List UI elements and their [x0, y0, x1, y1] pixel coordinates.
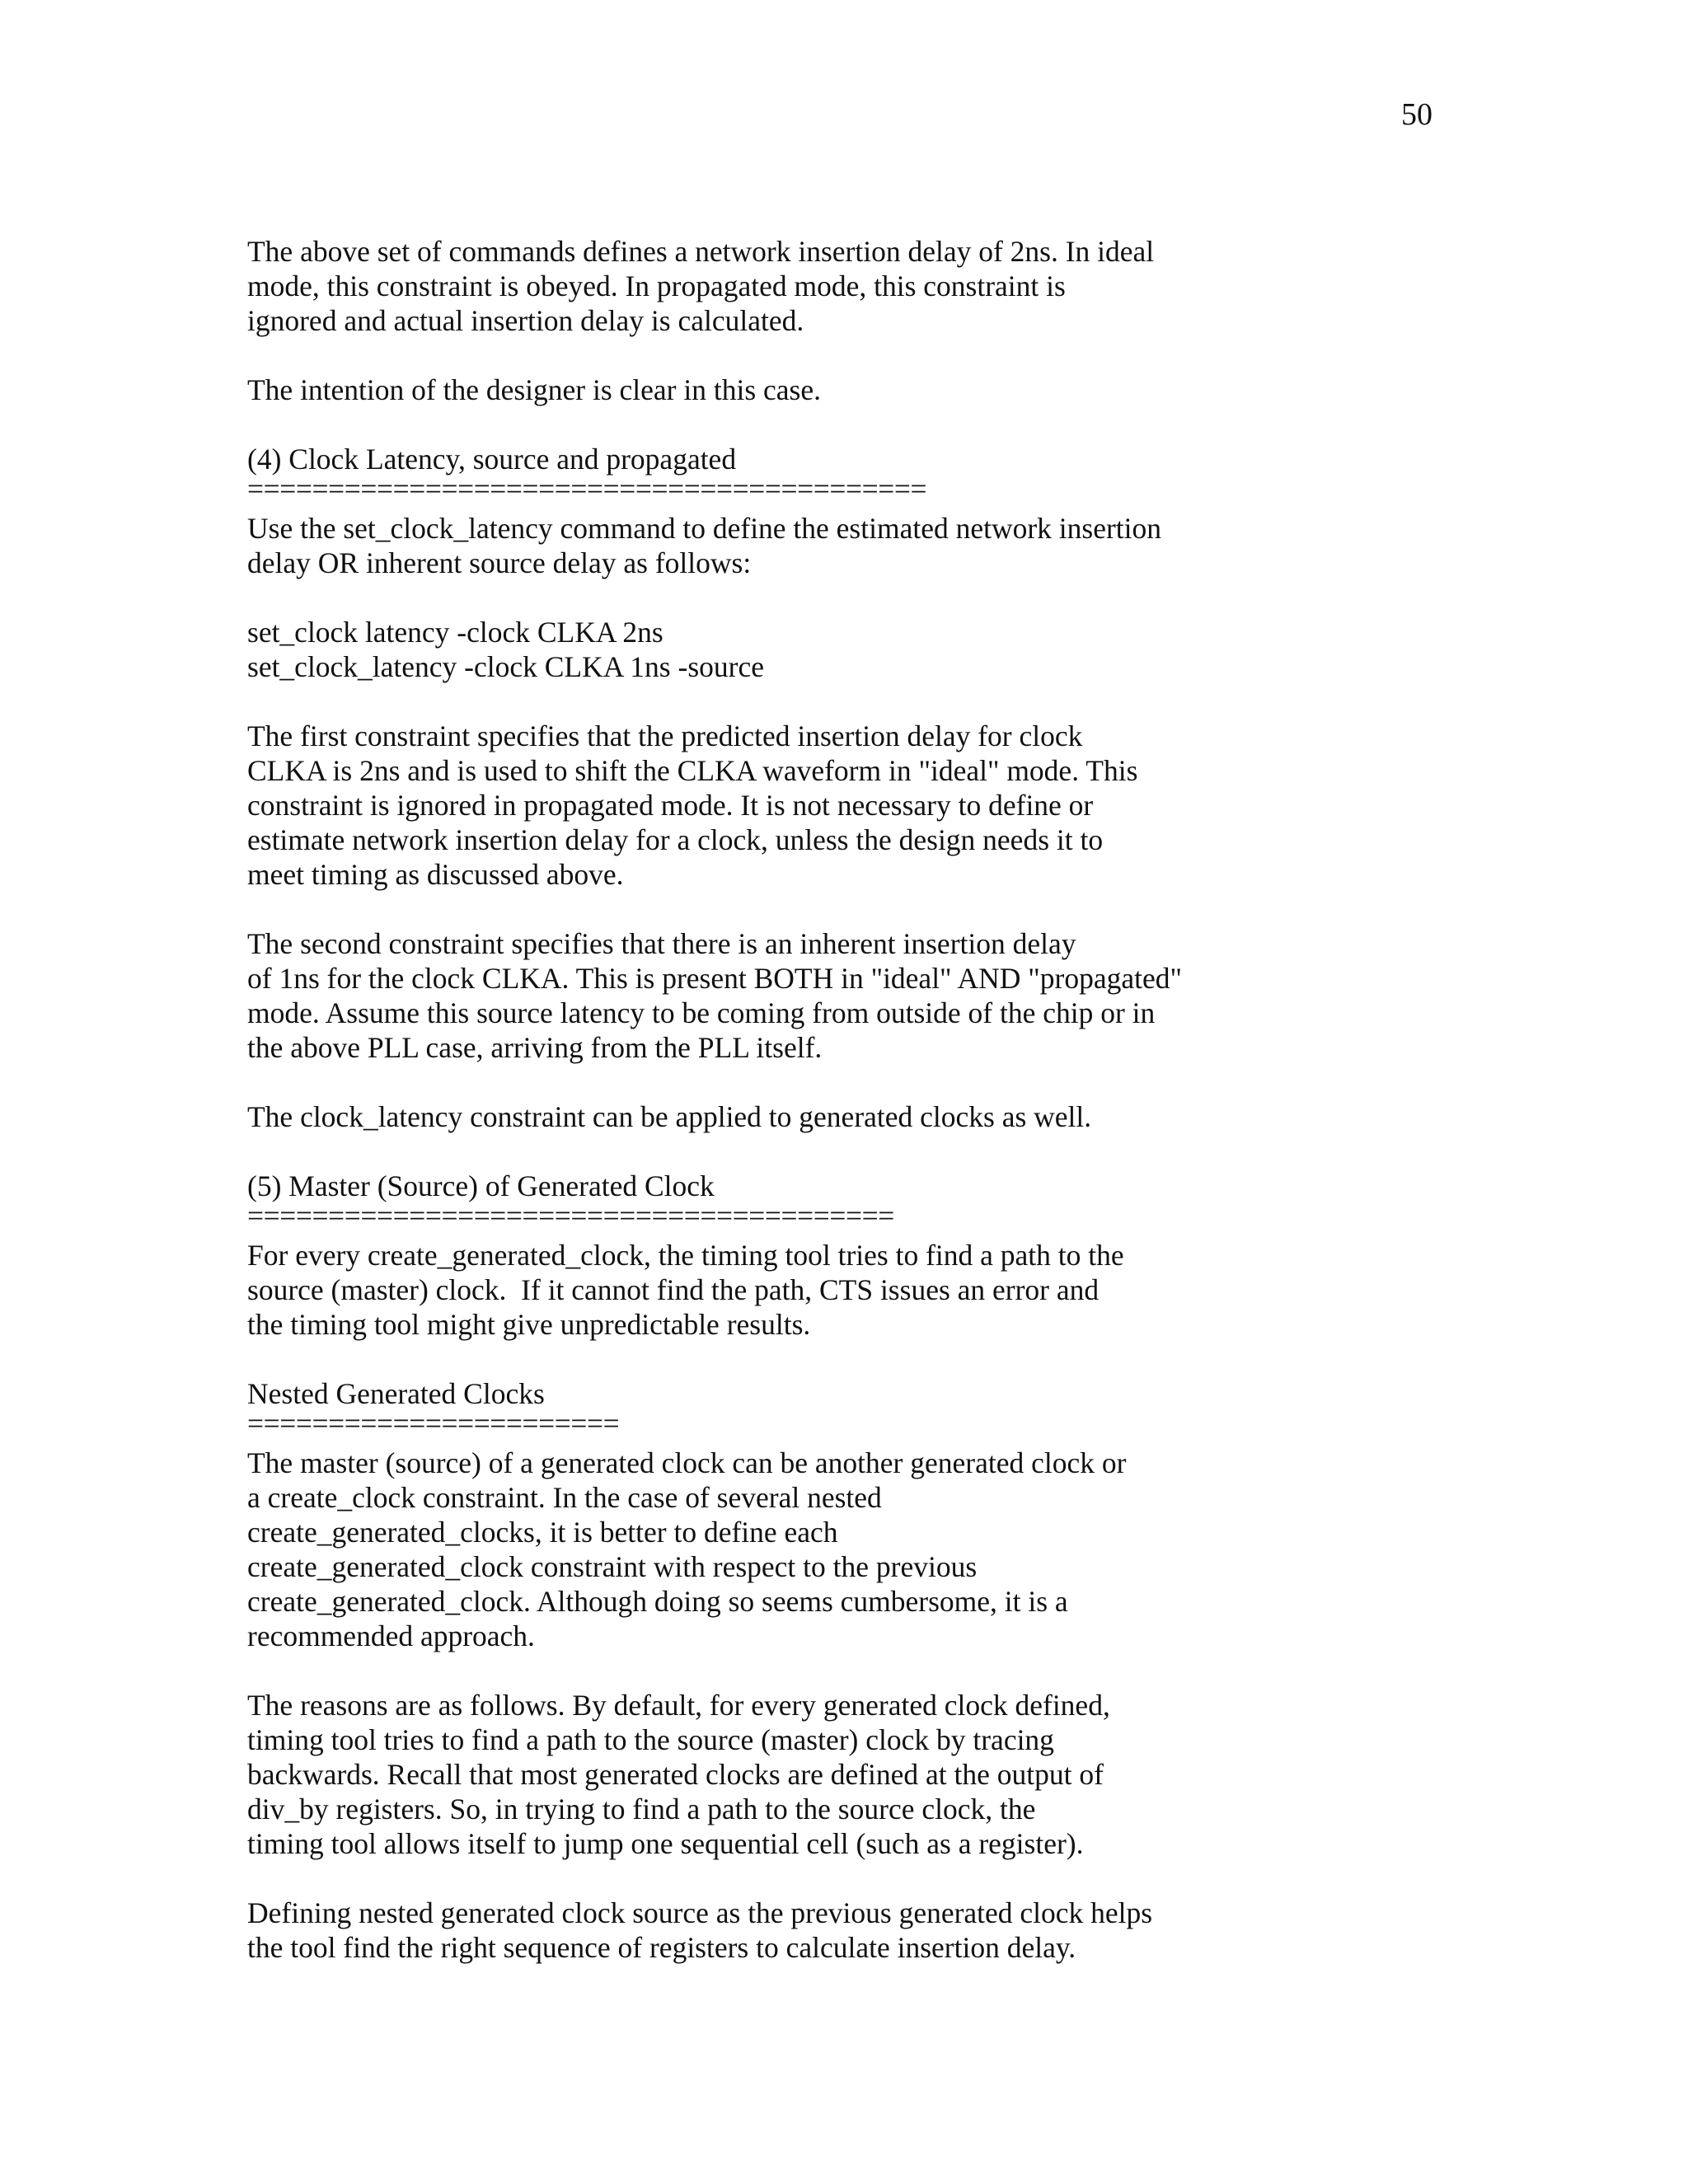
text-line: a create_clock constraint. In the case of several nested — [247, 1481, 882, 1514]
section-heading-clock-latency — [247, 442, 1484, 511]
paragraph-defining-nested — [247, 1896, 1484, 1965]
section-title: (5) Master (Source) of Generated Clock — [247, 1169, 715, 1202]
text-line: backwards. Recall that most generated clocks are defined at the output of — [247, 1758, 1104, 1791]
paragraph-first-constraint — [247, 719, 1484, 892]
paragraph-network-insertion-delay — [247, 234, 1484, 338]
text-line: Use the set_clock_latency command to define the estimated network insertion — [247, 512, 1162, 545]
paragraph-second-constraint — [247, 926, 1484, 1065]
text-line: The master (source) of a generated clock can be another generated clock or — [247, 1446, 1127, 1479]
section-heading-nested-clocks — [247, 1376, 1484, 1446]
text-line: of 1ns for the clock CLKA. This is present BOTH in "ideal" AND "propagated" — [247, 962, 1182, 995]
paragraph-create-generated-clock — [247, 1238, 1484, 1342]
text-line: constraint is ignored in propagated mode. It is not necessary to define or — [247, 789, 1094, 822]
text-line: The reasons are as follows. By default, for every generated clock defined, — [247, 1689, 1110, 1722]
code-example — [247, 615, 1484, 684]
text-line: the timing tool might give unpredictable results. — [247, 1308, 811, 1341]
text-line: the above PLL case, arriving from the PLL itself. — [247, 1031, 823, 1064]
text-line: The clock_latency constraint can be applied to generated clocks as well. — [247, 1100, 1092, 1133]
section-title: Nested Generated Clocks — [247, 1377, 545, 1410]
text-line: timing tool allows itself to jump one sequential cell (such as a register). — [247, 1827, 1084, 1860]
text-line: source (master) clock. If it cannot find the path, CTS issues an error and — [247, 1273, 1100, 1306]
text-line: The intention of the designer is clear in this case. — [247, 373, 821, 406]
section-underline: ======================================== — [247, 1199, 894, 1232]
section-title: (4) Clock Latency, source and propagated — [247, 443, 737, 476]
text-line: mode. Assume this source latency to be coming from outside of the chip or in — [247, 996, 1156, 1029]
text-line: the tool find the right sequence of registers to calculate insertion delay. — [247, 1931, 1076, 1964]
paragraph-reasons — [247, 1688, 1484, 1861]
paragraph-set-clock-latency — [247, 511, 1484, 580]
page-body — [247, 234, 1484, 1965]
paragraph-generated-clocks-latency — [247, 1099, 1484, 1134]
text-line: The first constraint specifies that the predicted insertion delay for clock — [247, 719, 1083, 752]
text-line: Defining nested generated clock source as the previous generated clock helps — [247, 1896, 1153, 1929]
text-line: For every create_generated_clock, the timing tool tries to find a path to the — [247, 1239, 1124, 1272]
paragraph-nested-master — [247, 1446, 1484, 1653]
text-line: create_generated_clock. Although doing so seems cumbersome, it is a — [247, 1585, 1068, 1618]
text-line: mode, this constraint is obeyed. In propagated mode, this constraint is — [247, 269, 1066, 302]
text-line: create_generated_clock constraint with respect to the previous — [247, 1550, 978, 1583]
text-line: recommended approach. — [247, 1619, 535, 1652]
text-line: delay OR inherent source delay as follows: — [247, 546, 752, 579]
text-line: div_by registers. So, in trying to find a path to the source clock, the — [247, 1793, 1036, 1825]
text-line: ignored and actual insertion delay is calculated. — [247, 304, 804, 337]
section-underline: ========================================== — [247, 472, 927, 505]
text-line: timing tool tries to find a path to the source (master) clock by tracing — [247, 1723, 1054, 1756]
text-line: meet timing as discussed above. — [247, 858, 624, 891]
paragraph-designer-intention — [247, 373, 1484, 407]
text-line: CLKA is 2ns and is used to shift the CLKA waveform in "ideal" mode. This — [247, 754, 1138, 787]
text-line: The second constraint specifies that there is an inherent insertion delay — [247, 927, 1076, 960]
text-line: estimate network insertion delay for a clock, unless the design needs it to — [247, 823, 1104, 856]
text-line: The above set of commands defines a network insertion delay of 2ns. In ideal — [247, 235, 1155, 268]
code-line: set_clock_latency -clock CLKA 1ns -source — [247, 650, 764, 683]
section-underline: ======================= — [247, 1407, 620, 1440]
code-line: set_clock latency -clock CLKA 2ns — [247, 616, 663, 649]
section-heading-master-source — [247, 1169, 1484, 1238]
text-line: create_generated_clocks, it is better to define each — [247, 1516, 838, 1549]
page-number: 50 — [1401, 97, 1432, 132]
